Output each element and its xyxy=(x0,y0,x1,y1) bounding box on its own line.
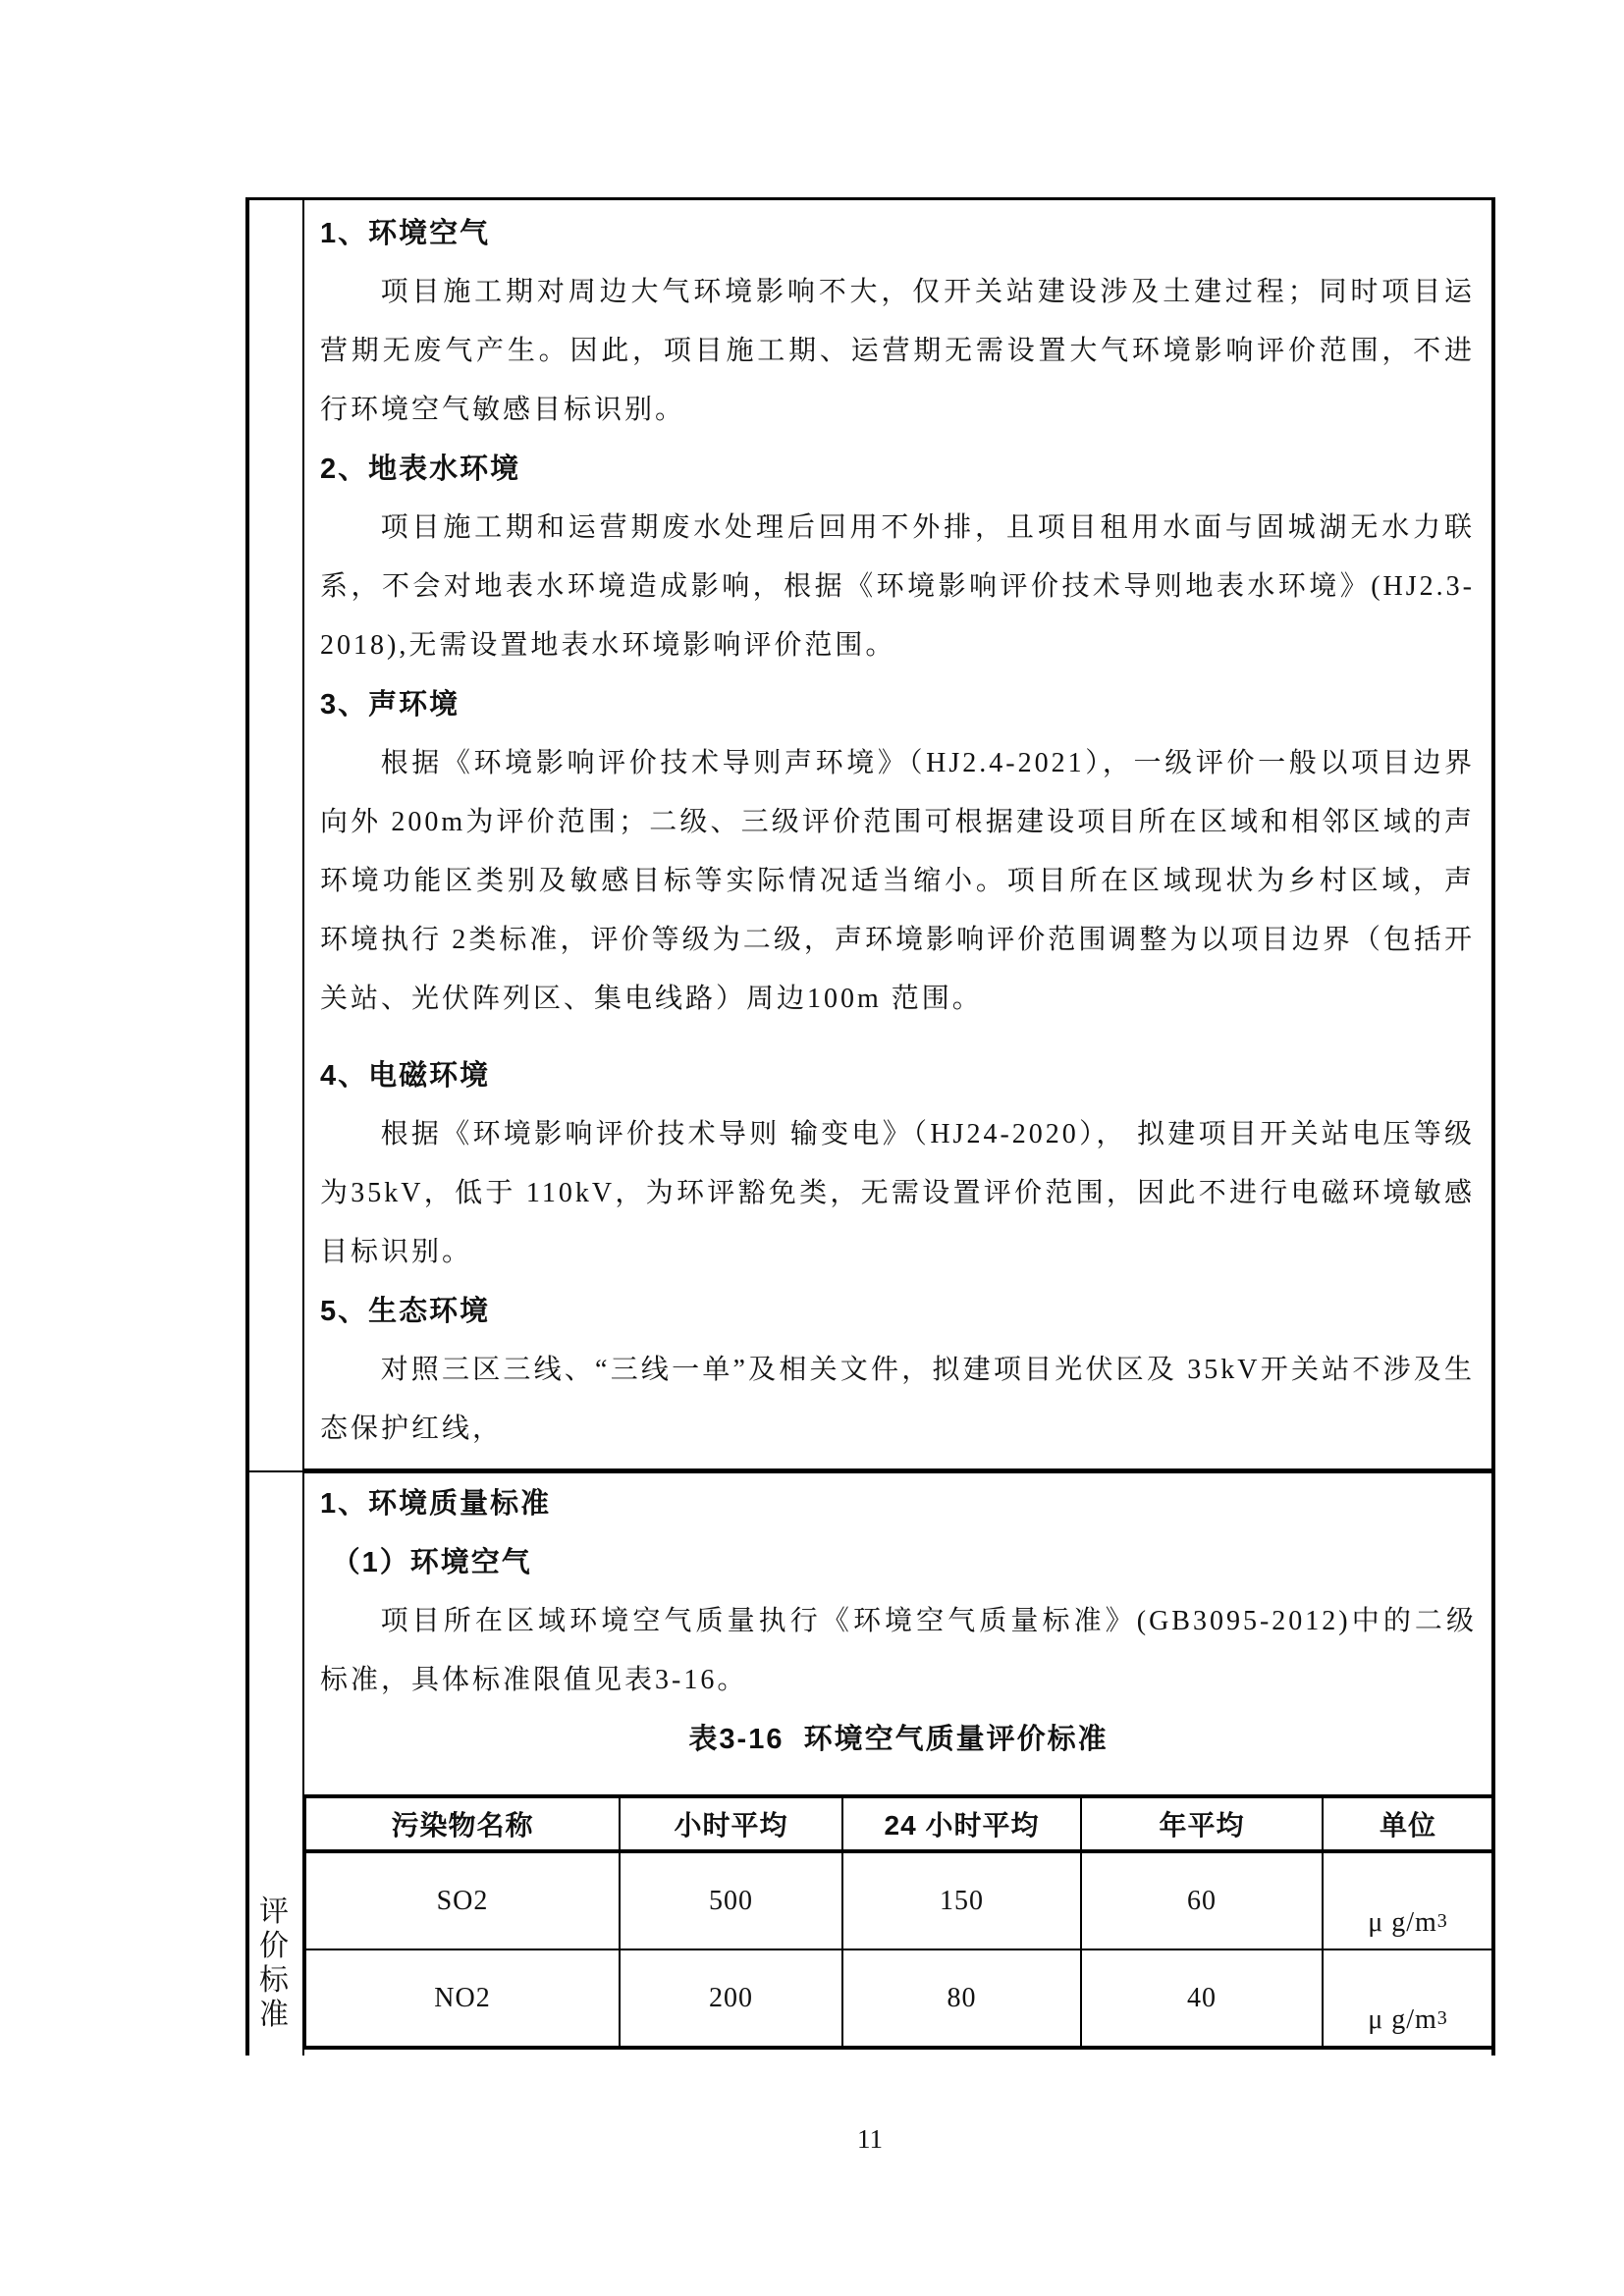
heading-env-quality-standard: 1、环境质量标准 xyxy=(320,1488,552,1520)
cell-no2-unit xyxy=(1324,1950,1492,2046)
air-quality-table xyxy=(304,1794,1492,2050)
unit-text: μ g/m xyxy=(1368,2004,1437,2035)
heading-electromagnetic-env: 4、电磁环境 xyxy=(320,1060,491,1092)
cell-so2-annual: 60 xyxy=(1082,1853,1324,1950)
col-header-unit: 单位 xyxy=(1324,1798,1492,1853)
evaluation-standards-content xyxy=(304,1474,1492,2056)
cell-no2-hourly: 200 xyxy=(621,1950,843,2046)
cell-no2-annual: 40 xyxy=(1082,1950,1324,2046)
row-label-evaluation-standard: 评价标准 xyxy=(259,1896,289,2031)
para-acoustic-env: 根据《环境影响评价技术导则声环境》（HJ2.4-2021），一级评价一般以项目边界向外 200m为评价范围；二级、三级评价范围可根据建设项目所在区域和相邻区域的声环境功能区类别及敏感目标等实际情况适当缩小。项目所在区域现状为乡村区域，声环境执行 2类标准，评价等级为二级，声环境影响评价范围调整为以项目边界（包括开关站、光伏阵列区、集电线路）周边100m 范围。 xyxy=(320,748,1475,1014)
col-header-pollutant: 污染物名称 xyxy=(306,1798,621,1853)
para-ecological-env: 对照三区三线、“三线一单”及相关文件，拟建项目光伏区及 35kV开关站不涉及生态保护红线， xyxy=(320,1355,1475,1444)
row-divider-thin xyxy=(245,1470,302,1472)
cell-so2-unit xyxy=(1324,1853,1492,1950)
unit-text: μ g/m xyxy=(1368,1907,1437,1938)
heading-air-env: 1、环境空气 xyxy=(320,218,491,249)
air-table-title: 表3-16 环境空气质量评价标准 xyxy=(688,1724,1109,1755)
para-air-env: 项目施工期对周边大气环境影响不大，仅开关站建设涉及土建过程；同时项目运营期无废气产生。因此，项目施工期、运营期无需设置大气环境影响评价范围，不进行环境空气敏感目标识别。 xyxy=(320,277,1475,425)
col-header-annual-avg: 年平均 xyxy=(1082,1798,1324,1853)
heading-acoustic-env: 3、声环境 xyxy=(320,689,460,721)
unit-exponent: 3 xyxy=(1436,1910,1448,1932)
col-header-24h-avg: 24 小时平均 xyxy=(843,1798,1082,1853)
heading-ambient-air: （1）环境空气 xyxy=(331,1547,532,1578)
para-surface-water: 项目施工期和运营期废水处理后回用不外排，且项目租用水面与固城湖无水力联系，不会对地表水环境造成影响，根据《环境影响评价技术导则地表水环境》(HJ2.3-2018),无需设置地表水环境影响评价范围。 xyxy=(320,512,1475,661)
cell-no2-24h: 80 xyxy=(843,1950,1082,2046)
col-header-hourly-avg: 小时平均 xyxy=(621,1798,843,1853)
cell-no2-name: NO2 xyxy=(306,1950,621,2046)
cell-so2-24h: 150 xyxy=(843,1853,1082,1950)
section-identification-content xyxy=(304,200,1490,1468)
row-divider-thick xyxy=(302,1468,1495,1473)
cell-so2-name: SO2 xyxy=(306,1853,621,1950)
para-electromagnetic-env: 根据《环境影响评价技术导则 输变电》（HJ24-2020）， 拟建项目开关站电压等级为35kV，低于 110kV，为环评豁免类，无需设置评价范围，因此不进行电磁环境敏感目标识别。 xyxy=(320,1119,1475,1267)
outer-border-left xyxy=(245,197,249,2056)
para-air-quality-standard: 项目所在区域环境空气质量执行《环境空气质量标准》(GB3095-2012)中的二级标准，具体标准限值见表3-16。 xyxy=(320,1606,1477,1695)
cell-so2-hourly: 500 xyxy=(621,1853,843,1950)
unit-exponent: 3 xyxy=(1436,2007,1448,2029)
heading-surface-water: 2、地表水环境 xyxy=(320,454,521,485)
heading-ecological-env: 5、生态环境 xyxy=(320,1296,491,1327)
page-number: 11 xyxy=(857,2124,883,2154)
